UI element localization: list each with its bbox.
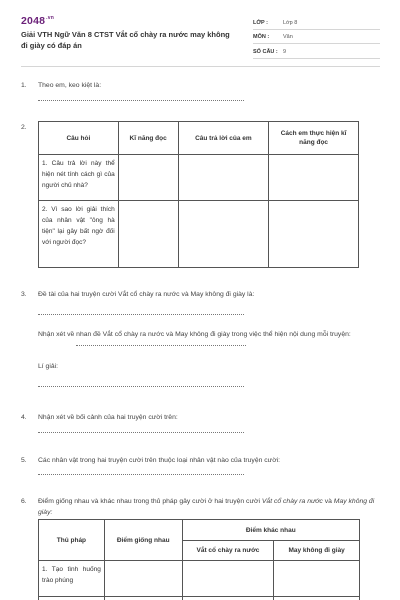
document-title: Giải VTH Ngữ Văn 8 CTST Vắt cổ chày ra nước may không đi giày có đáp án [21,30,230,50]
answer-cell[interactable] [182,561,274,597]
question-text: Các nhân vật trong hai truyện cười trên thuộc loại nhân vật nào của truyện cười: [38,457,281,464]
table-row [39,597,360,600]
table-header: Kĩ năng đọc [118,122,178,155]
meta-value: Lớp 8 [283,19,298,26]
answer-line[interactable] [76,340,246,346]
table-header: Thủ pháp [39,520,105,561]
answer-cell[interactable] [182,597,274,600]
question-text-prefix: Điểm giống nhau và khác nhau trong thủ pháp gây cười ở hai truyện cười [38,498,262,505]
question-text: Nhận xét về bối cảnh của hai truyện cười trên: [38,414,178,421]
table-header: Câu trả lời của em [178,122,269,155]
site-logo[interactable] [21,15,54,27]
question-3-part-3 [38,361,138,373]
table-row [39,561,360,597]
story-title: May không đi giày [38,498,375,516]
meta-label: MÔN : [253,34,270,40]
table-header: Cách em thực hiện kĩ năng đọc [269,122,359,155]
question-text: Nhận xét về nhan đề Vắt cổ chày ra nước và May không đi giày trong việc thể hiện nội dung mỗi truyện: [38,331,351,338]
question-3 [21,289,381,301]
meta-row-count [253,44,380,59]
table-header: Điểm giống nhau [104,520,182,561]
table-header: Câu hỏi [39,122,119,155]
answer-cell[interactable] [104,597,182,600]
table-cell [39,597,105,600]
answer-line[interactable] [38,381,244,387]
table-header: Vắt cổ chày ra nước [182,541,274,561]
question-number: 4. [21,414,27,421]
logo-sup: .vn [46,15,54,21]
comedy-technique-table [38,519,360,600]
question-number: 5. [21,457,27,464]
table-header-row [39,520,360,541]
question-text: Lí giải: [38,363,59,370]
header-divider [21,66,380,67]
table-header: Điểm khác nhau [182,520,359,541]
answer-cell[interactable] [269,155,359,201]
question-text: Đề tài của hai truyện cười Vắt cổ chày ra nước và May không đi giày là: [38,291,255,298]
answer-cell[interactable] [118,201,178,268]
meta-label: LỚP : [253,19,268,26]
question-number: 1. [21,82,27,89]
meta-row-class [253,15,380,30]
question-number: 2. [21,124,27,131]
story-title: Vắt cổ chày ra nước [261,498,323,505]
table-cell: 1. Tạo tình huống trào phúng [39,561,105,597]
table-row [39,201,359,268]
table-row [39,155,359,201]
reading-skills-table [38,121,359,268]
answer-line[interactable] [38,309,244,315]
question-5 [21,455,381,467]
meta-row-subject [253,30,380,45]
question-text-and: và [322,498,334,505]
table-cell: 1. Câu trả lời này thể hiện nét tính cách gì của người chủ nhà? [39,155,119,201]
answer-line[interactable] [38,95,244,101]
answer-cell[interactable] [274,561,360,597]
question-text: Theo em, keo kiệt là: [38,82,102,89]
question-number: 6. [21,498,27,505]
answer-cell[interactable] [178,155,269,201]
answer-cell[interactable] [269,201,359,268]
meta-label: SỐ CÂU : [253,48,278,55]
table-header-row [39,122,359,155]
answer-cell[interactable] [104,561,182,597]
answer-cell[interactable] [274,597,360,600]
question-text-suffix: : [50,509,53,516]
question-text [38,496,381,518]
answer-cell[interactable] [118,155,178,201]
table-header: May không đi giày [274,541,360,561]
question-6 [21,496,386,518]
answer-line[interactable] [38,469,244,475]
meta-panel [253,15,380,59]
question-1 [21,80,381,92]
meta-value: 9 [283,48,287,55]
answer-cell[interactable] [178,201,269,268]
table-cell: 2. Vì sao lời giải thích của nhân vật "ông hà tiện" lại gây bất ngờ đối với người đọc? [39,201,119,268]
logo-text: 2048 [21,15,46,27]
answer-line[interactable] [38,427,244,433]
question-number: 3. [21,291,27,298]
question-4 [21,412,381,424]
meta-value: Văn [283,34,293,40]
